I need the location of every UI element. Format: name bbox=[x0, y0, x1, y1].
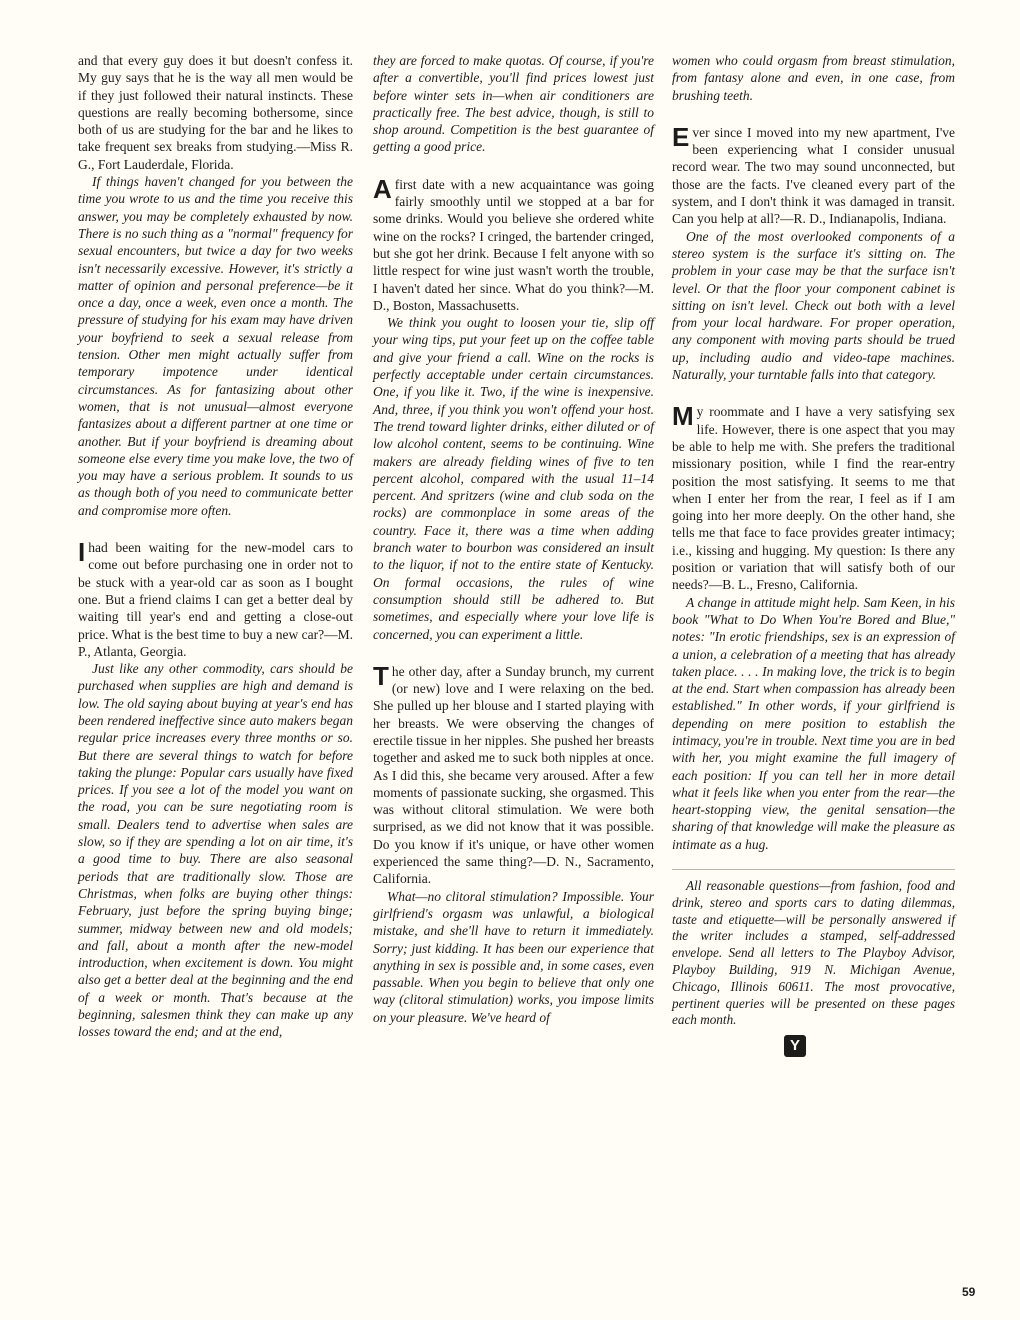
letter-paragraph bbox=[373, 660, 654, 888]
column-2 bbox=[373, 52, 654, 1026]
letter-text: y roommate and I have a very satisfying sex life. However, there is one aspect that you may be able to help me with. She prefers the traditional missionary position, while I find the rear-entry position the most satisfying. It seems to me that when I enter her from the rear, I feel as if I am going into her more deeply. On the other hand, she tells me that face to face provides greater intimacy; i.e., kissing and hugging. My question: Is there any position or variation that will satisfy both of our needs?—B. L., Fresno, California. bbox=[672, 404, 955, 593]
drop-cap: I bbox=[78, 537, 86, 568]
letter-paragraph bbox=[78, 539, 353, 660]
answer-paragraph: A change in attitude might help. Sam Keen, in his book "What to Do When You're Bored and Blue," notes: "In erotic friendships, sex is an expression of a union, a celebration of a meeting that has already taken place. . . . In making love, the trick is to begin at the end. Start when compassion has already been established." In other words, if your girlfriend is depending on mere position to establish the intimacy, you're in trouble. Next time you are in bed with her, you might examine the full imagery of each position: If you can tell her in more detail what it feels like when you enter from the rear—the heart-stopping view, the genital sensation—the sharing of that knowledge will make the pleasure as intimate as a hug. bbox=[672, 594, 955, 852]
column-1 bbox=[78, 52, 353, 1041]
answer-paragraph: One of the most overlooked components of a stereo system is the surface it's sitting on. The problem in your case may be that the surface isn't level. Or that the floor your component cabinet is sitting on isn't level. Check out both with a level from your local hardware. For proper operation, any component with moving parts should be trued up, including audio and video-tape machines. Naturally, your turntable falls into that category. bbox=[672, 228, 955, 383]
column-3 bbox=[672, 52, 955, 1057]
drop-cap: E bbox=[672, 121, 690, 152]
drop-cap: M bbox=[672, 401, 694, 432]
letter-text: ver since I moved into my new apartment, I've been experiencing what I consider unusual record wear. The two may sound unconnected, but those are the facts. I've cleaned every part of the system, and I don't think it was damaged in transit. Can you help at all?—R. D., Indianapolis, Indiana. bbox=[672, 124, 955, 227]
letter-text: he other day, after a Sunday brunch, my current (or new) love and I were relaxing on the bed. She pulled up her blouse and I started playing with her breasts. We were observing the changes of erectile tissue in her nipples. She pushed her breasts together and asked me to suck both nipples at once. As I did this, she became very aroused. After a few moments of passionate sucking, she orgasmed. This was without clitoral stimulation. We were both surprised, as we did not know that it was possible. Do you know if it's unique, or have other women experienced the same thing?—D. N., Sacramento, California. bbox=[373, 663, 654, 887]
letter-text: had been waiting for the new-model cars to come out before purchasing one in order not to be stuck with a year-old car as soon as I bought one. But a friend claims I can get a better deal by waiting till year's end and getting a close-out price. What is the best time to buy a new car?—M. P., Atlanta, Georgia. bbox=[78, 540, 353, 659]
answer-paragraph: We think you ought to loosen your tie, slip off your wing tips, put your feet up on the coffee table and give your friend a call. Wine on the rocks is perfectly acceptable under certain circumstances. One, if you like it. Two, if the wine is inexpensive. And, three, if you think you won't offend your host. The trend toward lighter drinks, either diluted or of low alcohol content, seems to be continuing. Wine makers are already fielding wines of five to ten percent alcohol, compared with the usual 11–14 percent. And spritzers (wine and club soda on the rocks) are commonplace in some areas of the country. Face it, there was a time when adding branch water to bourbon was considered an insult to the liquor, if not to the entire state of Kentucky. On formal occasions, the rules of wine consumption should still be adhered to. But sometimes, and especially where your love life is concerned, you can experiment a little. bbox=[373, 315, 654, 642]
playboy-rabbit-icon: Y bbox=[784, 1035, 806, 1057]
answer-paragraph: If things haven't changed for you between the time you wrote to us and the time you receive this answer, you may be completely exhausted by now. There is no such thing as a "normal" frequency for sexual encounters, but twice a day for two weeks isn't necessarily excessive. However, it's strictly a matter of opinion and personal preference—be it once a day, once a week, even once a month. The pressure of studying for his exam may have driven your boyfriend to seek a sexual release from tension. Other men might actually suffer from temporary impotence under identical circumstances. As for fantasizing about other women, that is not unusual—almost everyone fantasizes about a different partner at one time or another. But if your boyfriend is dreaming about someone else every time you make love, the two of you may have a serious problem. It sounds to us as though both of you need to communicate better and compromise more often. bbox=[78, 174, 353, 518]
submission-note: All reasonable questions—from fashion, food and drink, stereo and sports cars to dating dilemmas, taste and etiquette—will be personally answered if the writer includes a stamped, self-addressed envelope. Send all letters to The Playboy Advisor, Playboy Building, 919 N. Michigan Avenue, Chicago, Illinois 60611. The most provocative, pertinent queries will be presented on these pages each month. bbox=[672, 869, 955, 1029]
answer-continued: they are forced to make quotas. Of course, if you're after a convertible, you'll find prices lowest just before winter sets in—when air conditioners are practically free. The best advice, though, is still to shop around. Competition is the best guarantee of getting a good price. bbox=[373, 53, 654, 155]
letter-text: first date with a new acquaintance was going fairly smoothly until we stopped at a bar for some drinks. Would you believe she ordered white wine on the rocks? I cringed, the bartender cringed, but she got her drink. Because I felt anyone with so little respect for wine just wasn't worth the trouble, I haven't dated her since. What do you think?—M. D., Boston, Massachusetts. bbox=[373, 176, 654, 313]
answer-paragraph: Just like any other commodity, cars should be purchased when supplies are high and demand is low. The old saying about buying at year's end has been rendered ineffective since auto makers began regular price increases every three months or so. But there are several things to watch for before taking the plunge: Popular cars usually have fixed prices. If you see a lot of the model you want on the road, you can be sure negotiating room is small. Dealers tend to advertise when sales are slow, so if they are spending a lot on air time, it's a good time to buy. There are also seasonal periods that are traditionally slow. Those are Christmas, when folks are buying other things: February, just before the spring buying binge; summer, midway between new and old models; and fall, about a month after the new-model introduction, when excitement is down. You might also get a better deal at the beginning and the end of a week or month. That's because at the beginning, salesmen think they can make up any losses toward the end; and at the end, bbox=[78, 661, 353, 1040]
drop-cap: T bbox=[373, 660, 389, 691]
letter-paragraph bbox=[373, 173, 654, 314]
drop-cap: A bbox=[373, 173, 392, 204]
letter-paragraph bbox=[672, 121, 955, 228]
letter-continued: and that every guy does it but doesn't confess it. My guy says that he is the way all men would be if they just followed their natural instincts. These questions are really becoming bothersome, since both of us are studying for the bar and he likes to take frequent sex breaks from studying.—Miss R. G., Fort Lauderdale, Florida. bbox=[78, 53, 353, 172]
letter-paragraph bbox=[672, 403, 955, 593]
answer-paragraph: What—no clitoral stimulation? Impossible. Your girlfriend's orgasm was unlawful, a biological mistake, and she'll have to return it immediately. Sorry; just kidding. It has been our experience that anything in sex is possible and, in some cases, even passable. When you begin to believe that only one way (clitoral stimulation) works, you impose limits on your pleasure. We've heard of bbox=[373, 888, 654, 1025]
page-number: 59 bbox=[962, 1285, 976, 1299]
answer-continued: women who could orgasm from breast stimulation, from fantasy alone and even, in one case, from brushing teeth. bbox=[672, 53, 955, 103]
